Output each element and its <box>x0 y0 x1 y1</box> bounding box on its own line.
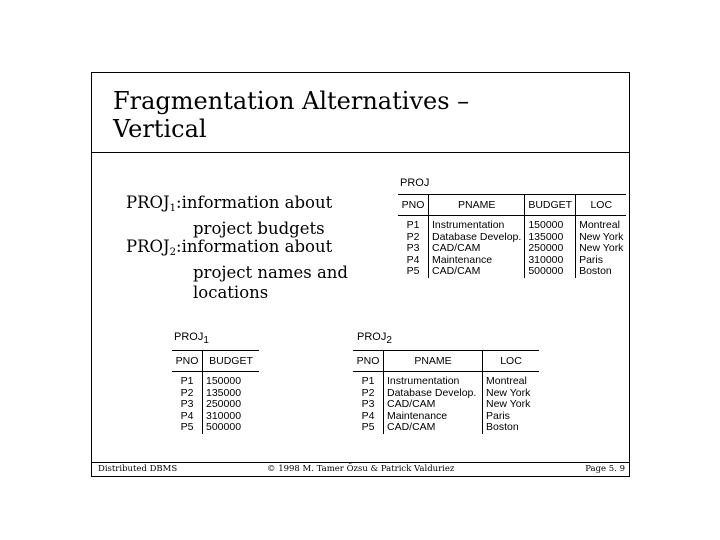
table-cell: New York <box>576 232 627 244</box>
table-cell: CAD/CAM <box>429 243 525 255</box>
table-cell: 150000 <box>203 372 260 388</box>
title-area <box>92 73 629 153</box>
column-header: BUDGET <box>525 195 576 216</box>
table-cell: Paris <box>576 255 627 267</box>
proj2-caption: $PROJ_2$ <box>357 331 392 346</box>
proj2-table <box>353 350 539 434</box>
table-row <box>398 266 626 278</box>
proj1-caption: $PROJ_1$ <box>174 331 209 346</box>
table-cell: P2 <box>406 230 420 243</box>
table-cell: 135000 <box>525 232 576 244</box>
table-cell: CAD/CAM <box>384 422 483 434</box>
table-cell: Maintenance <box>429 255 525 267</box>
description-continuation: locations <box>193 283 269 302</box>
table-cell: P1 <box>180 375 194 387</box>
table-cell: 500000 <box>525 266 576 278</box>
table-cell: CAD/CAM <box>429 266 525 278</box>
table-cell: Boston <box>576 266 627 278</box>
description-name: $PROJ_2$ <box>126 237 177 258</box>
description-name: $PROJ_1$ <box>126 193 177 214</box>
table-cell: CAD/CAM <box>384 399 483 411</box>
column-header: BUDGET <box>203 351 260 372</box>
description-proj1 <box>126 193 332 239</box>
table-cell: P2 <box>361 386 375 399</box>
proj1-table <box>172 350 259 434</box>
column-header: PNO <box>172 351 203 372</box>
table-cell: P3 <box>406 242 420 254</box>
proj-table <box>398 194 626 278</box>
table-cell: P3 <box>361 398 375 410</box>
table-cell: 150000 <box>525 216 576 232</box>
table-cell: Instrumentation <box>429 216 525 232</box>
column-header: PNAME <box>429 195 525 216</box>
column-header: PNO <box>398 195 429 216</box>
table-cell: 250000 <box>203 399 260 411</box>
description-text: :information about <box>176 237 333 256</box>
table-cell: P5 <box>180 421 194 433</box>
table-cell: Instrumentation <box>384 372 483 388</box>
footer-left: Distributed DBMS <box>98 464 178 474</box>
table-cell: Maintenance <box>384 411 483 423</box>
table-cell: 500000 <box>203 422 260 434</box>
table-cell: P2 <box>180 386 194 399</box>
table-cell: 135000 <box>203 388 260 400</box>
table-row <box>398 216 626 232</box>
description-proj2 <box>126 237 348 303</box>
table-cell: New York <box>483 399 540 411</box>
table-row <box>353 372 539 388</box>
table-cell: New York <box>576 243 627 255</box>
slide-footer <box>92 462 629 476</box>
slide <box>91 72 630 477</box>
column-header: LOC <box>483 351 540 372</box>
table-cell: Boston <box>483 422 540 434</box>
table-cell: Database Develop. <box>384 388 483 400</box>
table-cell: P3 <box>180 398 194 410</box>
table-row <box>353 422 539 434</box>
table-cell: P5 <box>406 265 420 277</box>
description-text: :information about <box>176 193 333 212</box>
slide-title: Fragmentation Alternatives – Vertical <box>113 87 470 143</box>
table-row <box>172 399 259 411</box>
table-cell: Paris <box>483 411 540 423</box>
column-header: LOC <box>576 195 627 216</box>
column-header: PNAME <box>384 351 483 372</box>
footer-copyright: © 1998 M. Tamer Özsu & Patrick Valduriez <box>267 464 455 474</box>
table-cell: P4 <box>406 253 420 266</box>
table-cell: New York <box>483 388 540 400</box>
table-cell: 250000 <box>525 243 576 255</box>
description-continuation: project names and <box>193 263 348 282</box>
table-cell: Montreal <box>576 216 627 232</box>
proj-caption: PROJ <box>400 177 430 189</box>
table-cell: 310000 <box>203 411 260 423</box>
table-row <box>172 422 259 434</box>
table-cell: P5 <box>361 421 375 433</box>
column-header: PNO <box>353 351 384 372</box>
table-row <box>398 243 626 255</box>
table-cell: P1 <box>406 219 420 231</box>
table-cell: 310000 <box>525 255 576 267</box>
table-row <box>353 399 539 411</box>
table-cell: P4 <box>180 409 194 422</box>
footer-page-number: Page 5. 9 <box>585 464 625 474</box>
table-cell: P1 <box>361 375 375 387</box>
table-cell: Montreal <box>483 372 540 388</box>
table-cell: P4 <box>361 409 375 422</box>
table-row <box>172 372 259 388</box>
table-cell: Database Develop. <box>429 232 525 244</box>
description-continuation: project budgets <box>193 219 325 238</box>
